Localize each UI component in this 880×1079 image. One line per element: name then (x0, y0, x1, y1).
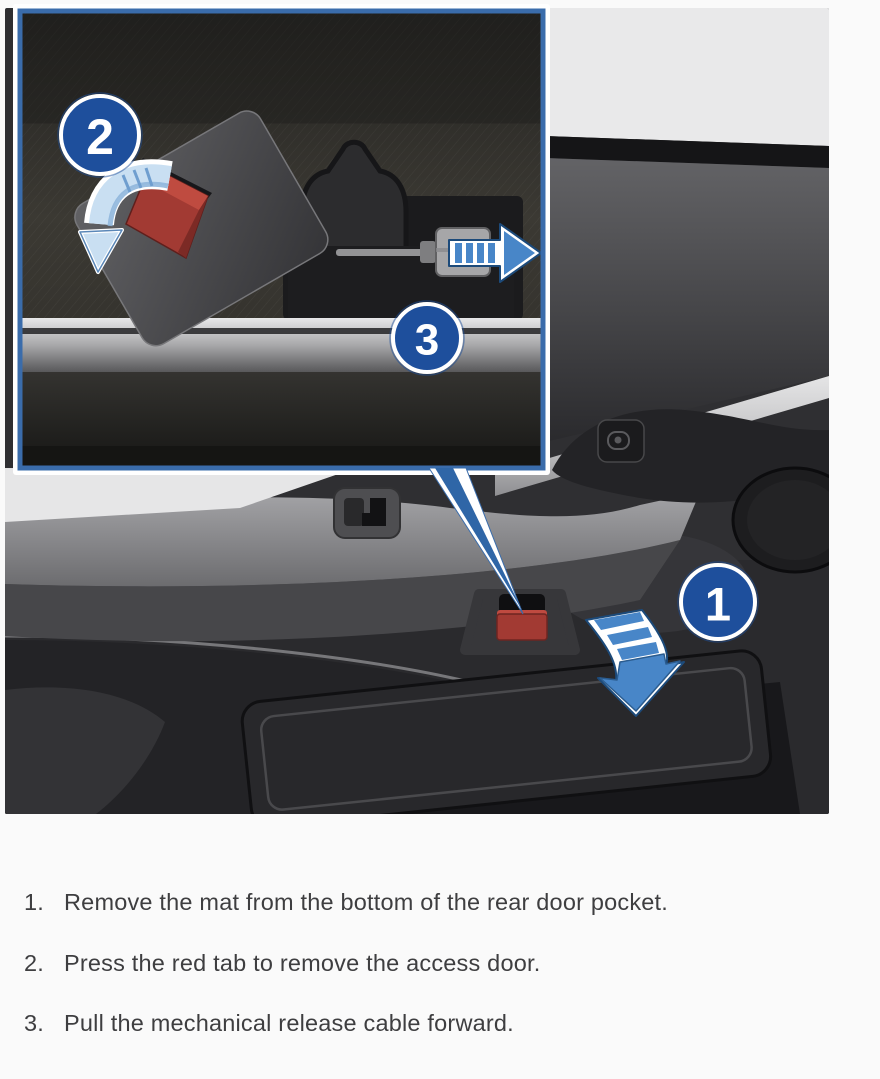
step-3-text: Pull the mechanical release cable forward. (64, 1010, 514, 1037)
step-1-text: Remove the mat from the bottom of the rear door pocket. (64, 889, 669, 915)
callout-badge-1 (678, 562, 758, 642)
badge-2-number: 2 (86, 109, 114, 165)
inset-detail (13, 4, 550, 475)
step-item-2 (24, 949, 866, 979)
release-tab-mount (465, 594, 575, 650)
step-item-1 (24, 888, 866, 918)
callout-badge-3 (390, 301, 464, 375)
instruction-steps (24, 888, 866, 1070)
badge-3-number: 3 (414, 315, 440, 365)
step-item-3 (24, 1009, 866, 1039)
step-3-number: 3. (24, 1010, 44, 1037)
badge-1-number: 1 (704, 577, 732, 631)
window (545, 8, 829, 146)
mechanical-release-cable (336, 249, 428, 256)
step-1-number: 1. (24, 889, 44, 915)
cable-ferrule (420, 241, 436, 263)
callout-badge-2 (58, 93, 142, 177)
step-2-text: Press the red tab to remove the access door. (64, 949, 541, 976)
window-switch (598, 420, 644, 462)
step-2-number: 2. (24, 949, 44, 976)
speaker-grille (733, 468, 857, 572)
main-red-tab (497, 614, 547, 640)
door-release-button (334, 488, 400, 538)
